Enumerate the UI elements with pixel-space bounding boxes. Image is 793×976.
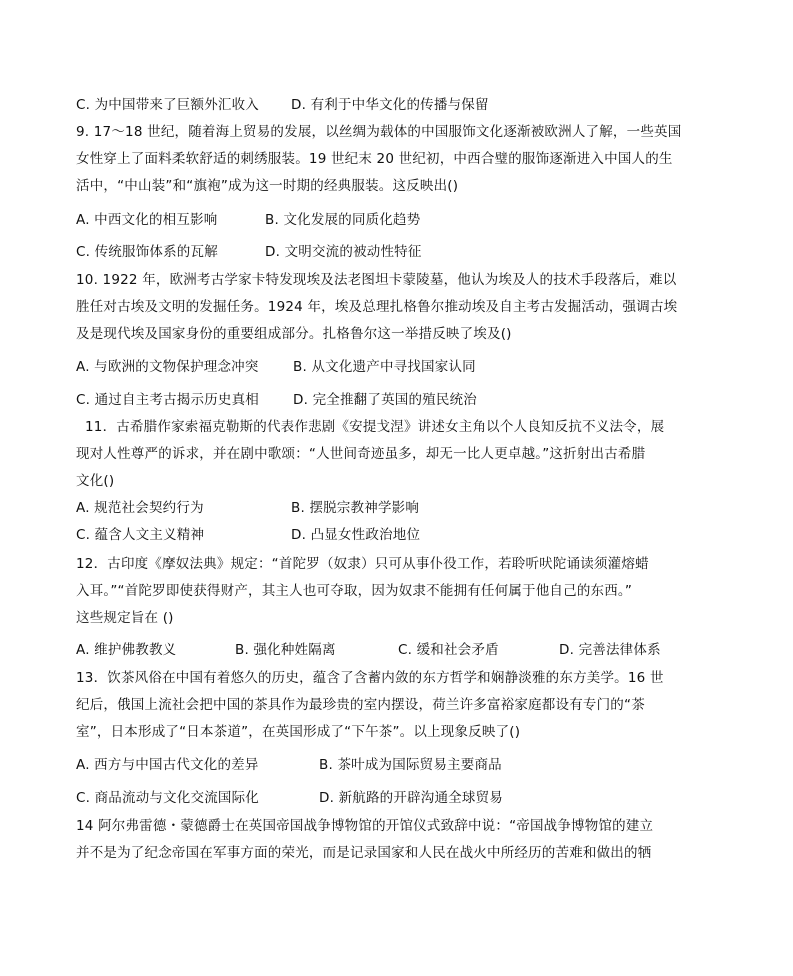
q8-option-d: D. 有利于中华文化的传播与保留 [291,97,489,113]
q10-stem-line-3: 及是现代埃及国家身份的重要组成部分。扎格鲁尔这一举措反映了埃及() [76,326,512,342]
q14-stem-line-1: 14 阿尔弗雷德・蒙德爵士在英国帝国战争博物馆的开馆仪式致辞中说：“帝国战争博物馆的建立 [76,818,654,834]
q10-option-c: C. 通过自主考古揭示历史真相 [76,392,260,408]
q12-stem-line-2: 入耳。”“首陀罗即使获得财产，其主人也可夺取，因为奴隶不能拥有任何属于他自己的东西。” [76,583,633,599]
q12-stem-line-1: 12．古印度《摩奴法典》规定：“首陀罗（奴隶）只可从事仆役工作，若聆听吠陀诵读须灌熔蜡 [76,556,649,572]
q13-stem-line-1: 13．饮茶风俗在中国有着悠久的历史，蕴含了含蓄内敛的东方哲学和娴静淡雅的东方美学。16 世 [76,670,664,686]
q10-option-d: D. 完全推翻了英国的殖民统治 [293,392,477,408]
q13-stem-line-3: 室”，日本形成了“日本茶道”，在英国形成了“下午茶”。以上现象反映了() [76,724,521,740]
q10-stem-line-1: 10. 1922 年，欧洲考古学家卡特发现埃及法老图坦卡蒙陵墓，他认为埃及人的技术手段落后，难以 [76,272,677,288]
q12-option-b: B. 强化种姓隔离 [235,642,336,658]
q10-stem-line-2: 胜任对古埃及文明的发掘任务。1924 年，埃及总理扎格鲁尔推动埃及自主考古发掘活动，强调古埃 [76,299,678,315]
q12-option-c: C. 缓和社会矛盾 [398,642,499,658]
q11-option-a: A. 规范社会契约行为 [76,500,204,516]
q13-stem-line-2: 纪后，俄国上流社会把中国的茶具作为最珍贵的室内摆设，荷兰许多富裕家庭都设有专门的“茶 [76,697,645,713]
q10-option-b: B. 从文化遗产中寻找国家认同 [293,359,476,375]
q13-option-a: A. 西方与中国古代文化的差异 [76,757,259,773]
q11-stem-line-2: 现对人性尊严的诉求，并在剧中歌颂：“人世间奇迹虽多，却无一比人更卓越。”这折射出古希腊 [76,446,646,462]
q9-option-b: B. 文化发展的同质化趋势 [265,212,421,228]
q13-option-b: B. 茶叶成为国际贸易主要商品 [319,757,502,773]
q11-stem-line-3: 文化() [76,473,115,489]
q11-option-d: D. 凸显女性政治地位 [291,527,421,543]
q14-stem-line-2: 并不是为了纪念帝国在军事方面的荣光，而是记录国家和人民在战火中所经历的苦难和做出的牺 [76,845,652,861]
q9-stem-line-1: 9. 17～18 世纪，随着海上贸易的发展，以丝绸为载体的中国服饰文化逐渐被欧洲人了解，一些英国 [76,124,682,140]
q13-option-d: D. 新航路的开辟沟通全球贸易 [319,790,503,806]
q8-option-c: C. 为中国带来了巨额外汇收入 [76,97,260,113]
q12-stem-line-3: 这些规定旨在 () [76,610,174,626]
q12-option-a: A. 维护佛教教义 [76,642,177,658]
q11-stem-line-1: 11．古希腊作家索福克勒斯的代表作悲剧《安提戈涅》讲述女主角以个人良知反抗不义法令，展 [85,419,665,435]
q9-stem-line-3: 活中，“中山装”和“旗袍”成为这一时期的经典服装。这反映出() [76,178,459,194]
q11-option-c: C. 蕴含人文主义精神 [76,527,205,543]
q11-option-b: B. 摆脱宗教神学影响 [291,500,420,516]
q12-option-d: D. 完善法律体系 [559,642,661,658]
q9-option-a: A. 中西文化的相互影响 [76,212,218,228]
q9-stem-line-2: 女性穿上了面料柔软舒适的刺绣服装。19 世纪末 20 世纪初，中西合璧的服饰逐渐进入中国人的生 [76,151,673,167]
q10-option-a: A. 与欧洲的文物保护理念冲突 [76,359,259,375]
q9-option-c: C. 传统服饰体系的瓦解 [76,244,218,260]
q9-option-d: D. 文明交流的被动性特征 [265,244,422,260]
q13-option-c: C. 商品流动与文化交流国际化 [76,790,260,806]
